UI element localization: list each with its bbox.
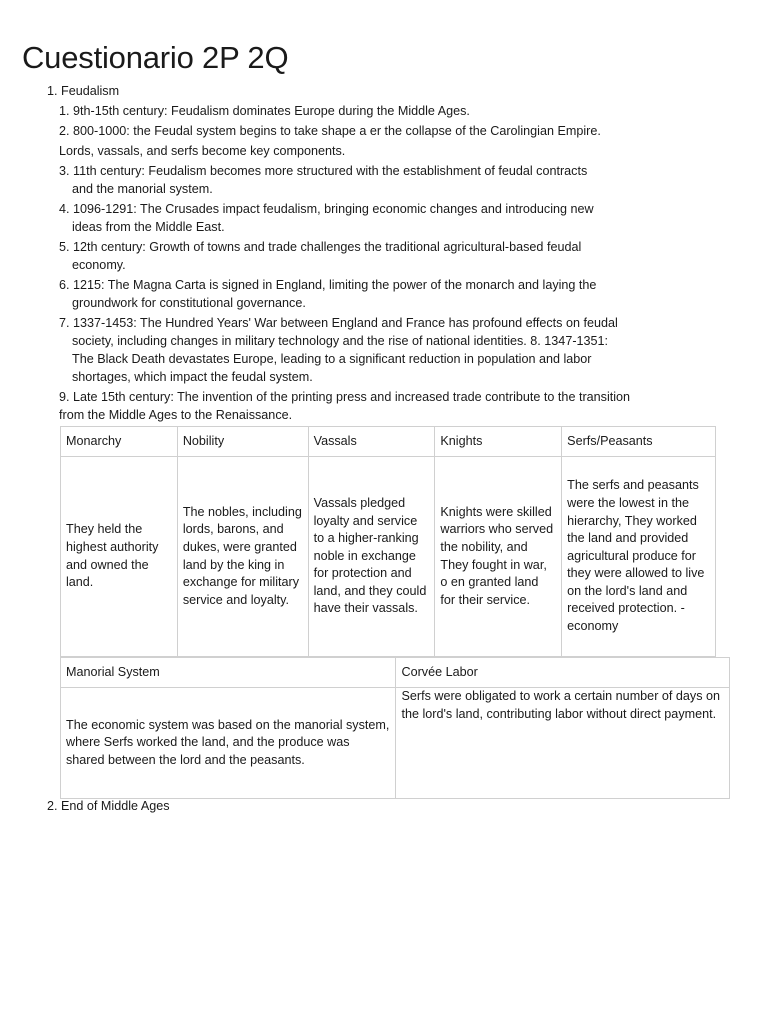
table-cell: The economic system was based on the manorial system, where Serfs worked the land, and the produce was shared between the lord and the peasants.	[61, 688, 396, 799]
table-cell: The serfs and peasants were the lowest in the hierarchy, They worked the land and provided agricultural produce for they were allowed to live on the lord's land and received protection. -economy	[562, 457, 716, 657]
list-line: from the Middle Ages to the Renaissance.	[59, 408, 293, 422]
document-title: Cuestionario 2P 2Q	[22, 40, 289, 75]
list-line: 2. 800-1000: the Feudal system begins to take shape a er the collapse of the Carolingian Empire.	[59, 124, 601, 138]
list-item-feudalism: 1. Feudalism	[47, 84, 120, 98]
table-header-cell: Corvée Labor	[396, 658, 730, 688]
table-header-cell: Serfs/Peasants	[562, 427, 716, 457]
table-cell: Knights were skilled warriors who served the nobility, and They fought in war, o en granted land for their service.	[435, 457, 562, 657]
table-cell: Vassals pledged loyalty and service to a higher-ranking noble in exchange for protection and land, and they could have their vassals.	[308, 457, 435, 657]
list-line: 5. 12th century: Growth of towns and trade challenges the traditional agricultural-based feudal	[59, 240, 582, 254]
list-line: 4. 1096-1291: The Crusades impact feudalism, bringing economic changes and introducing new	[59, 202, 594, 216]
list-line: The Black Death devastates Europe, leading to a significant reduction in population and labor	[72, 352, 592, 366]
list-line: 9. Late 15th century: The invention of the printing press and increased trade contribute to the transition	[59, 390, 631, 404]
feudal-hierarchy-table	[60, 426, 716, 657]
list-line: ideas from the Middle East.	[72, 220, 225, 234]
list-line: shortages, which impact the feudal system.	[72, 370, 313, 384]
list-line: 3. 11th century: Feudalism becomes more structured with the establishment of feudal contracts	[59, 164, 588, 178]
list-line: Lords, vassals, and serfs become key components.	[59, 144, 346, 158]
list-line: groundwork for constitutional governance.	[72, 296, 306, 310]
table-header-cell: Nobility	[177, 427, 308, 457]
table-header-cell: Vassals	[308, 427, 435, 457]
list-line: 6. 1215: The Magna Carta is signed in England, limiting the power of the monarch and laying the	[59, 278, 597, 292]
list-item-end-of-middle-ages: 2. End of Middle Ages	[47, 799, 170, 813]
list-line: society, including changes in military technology and the rise of national identities. 8. 1347-1351:	[72, 334, 609, 348]
table-header-cell: Monarchy	[61, 427, 178, 457]
list-line: economy.	[72, 258, 126, 272]
list-line: and the manorial system.	[72, 182, 213, 196]
table-cell: Serfs were obligated to work a certain number of days on the lord's land, contributing labor without direct payment.	[396, 688, 730, 799]
table-header-cell: Manorial System	[61, 658, 396, 688]
table-header-cell: Knights	[435, 427, 562, 457]
list-line: 7. 1337-1453: The Hundred Years' War between England and France has profound effects on feudal	[59, 316, 618, 330]
economy-table	[60, 657, 730, 799]
table-cell: The nobles, including lords, barons, and dukes, were granted land by the king in exchange for military service and loyalty.	[177, 457, 308, 657]
table-cell: They held the highest authority and owned the land.	[61, 457, 178, 657]
list-line: 1. 9th-15th century: Feudalism dominates Europe during the Middle Ages.	[59, 104, 470, 118]
